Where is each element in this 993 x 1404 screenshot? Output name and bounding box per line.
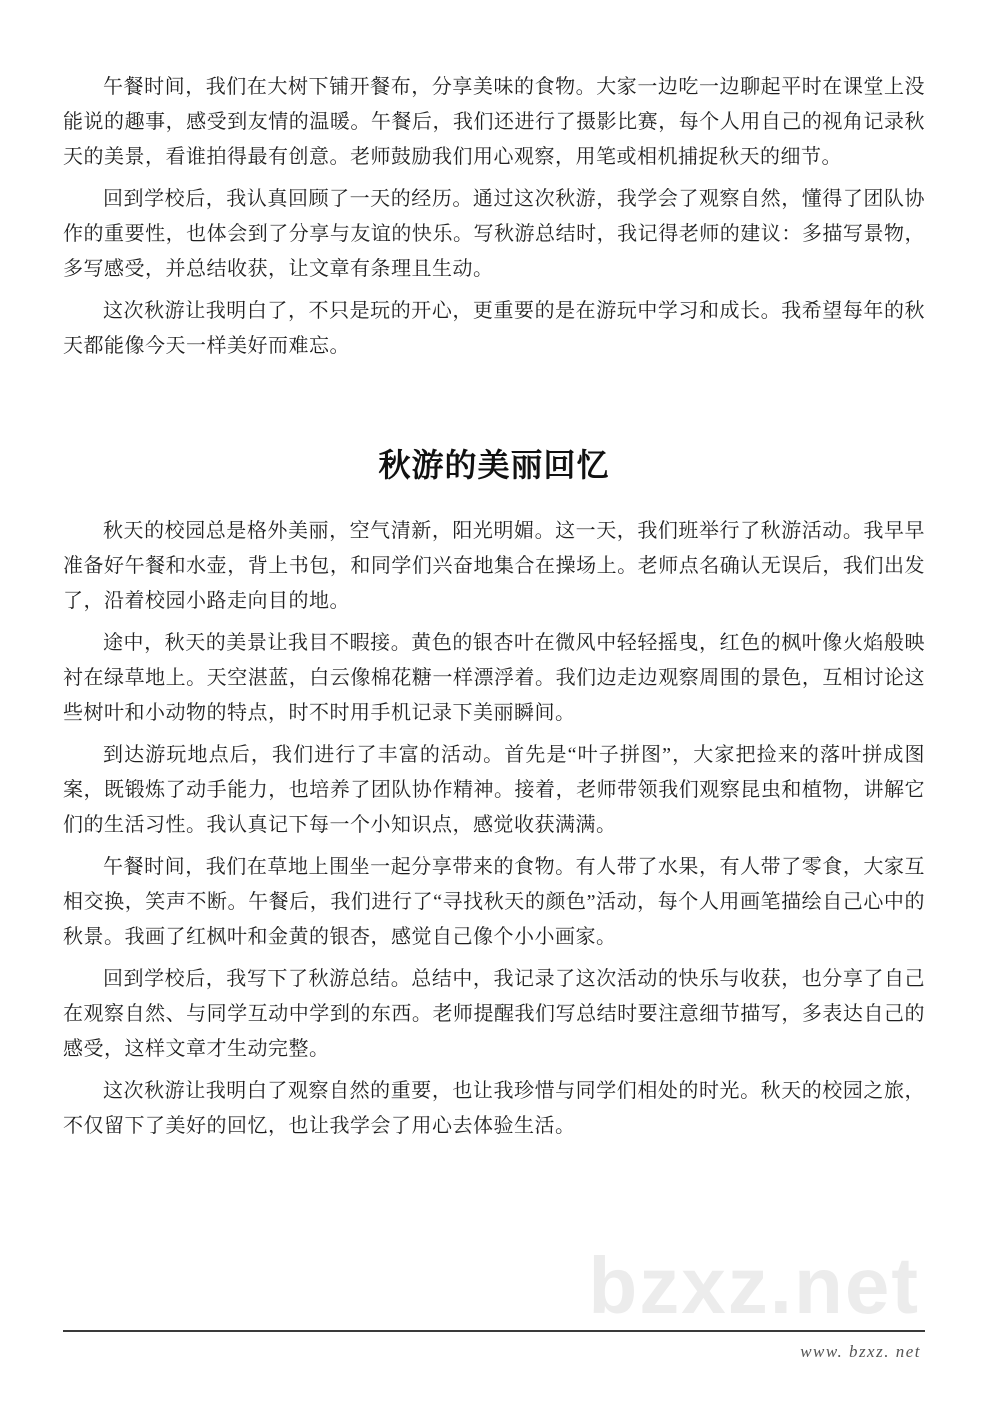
essay-paragraph: 回到学校后，我认真回顾了一天的经历。通过这次秋游，我学会了观察自然，懂得了团队协作的重要性，也体会到了分享与友谊的快乐。写秋游总结时，我记得老师的建议：多描写景物，多写感受，并总结收获，让文章有条理且生动。 (63, 188, 925, 280)
essay-paragraph: 午餐时间，我们在草地上围坐一起分享带来的食物。有人带了水果，有人带了零食，大家互相交换，笑声不断。午餐后，我们进行了“寻找秋天的颜色”活动，每个人用画笔描绘自己心中的秋景。我画了红枫叶和金黄的银杏，感觉自己像个小小画家。 (63, 856, 925, 948)
essay-title: 秋游的美丽回忆 (378, 447, 610, 483)
essay-paragraph: 途中，秋天的美景让我目不暇接。黄色的银杏叶在微风中轻轻摇曳，红色的枫叶像火焰般映衬在绿草地上。天空湛蓝，白云像棉花糖一样漂浮着。我们边走边观察周围的景色，互相讨论这些树叶和小动物的特点，时不时用手机记录下美丽瞬间。 (63, 632, 925, 724)
essay-paragraph: 这次秋游让我明白了观察自然的重要，也让我珍惜与同学们相处的时光。秋天的校园之旅，不仅留下了美好的回忆，也让我学会了用心去体验生活。 (63, 1080, 925, 1137)
essay-paragraph: 午餐时间，我们在大树下铺开餐布，分享美味的食物。大家一边吃一边聊起平时在课堂上没能说的趣事，感受到友情的温暖。午餐后，我们还进行了摄影比赛，每个人用自己的视角记录秋天的美景，看谁拍得最有创意。老师鼓励我们用心观察，用笔或相机捕捉秋天的细节。 (63, 76, 925, 168)
essay-paragraph: 回到学校后，我写下了秋游总结。总结中，我记录了这次活动的快乐与收获，也分享了自己在观察自然、与同学互动中学到的东西。老师提醒我们写总结时要注意细节描写，多表达自己的感受，这样文章才生动完整。 (63, 968, 925, 1060)
essay-paragraph: 这次秋游让我明白了，不只是玩的开心，更重要的是在游玩中学习和成长。我希望每年的秋天都能像今天一样美好而难忘。 (63, 300, 925, 357)
essay-paragraph: 到达游玩地点后，我们进行了丰富的活动。首先是“叶子拼图”，大家把捡来的落叶拼成图案，既锻炼了动手能力，也培养了团队协作精神。接着，老师带领我们观察昆虫和植物，讲解它们的生活习性。我认真记下每一个小知识点，感觉收获满满。 (63, 744, 925, 836)
footer-divider (63, 1330, 925, 1332)
essay-content (63, 0, 925, 1151)
essay-paragraph: 秋天的校园总是格外美丽，空气清新，阳光明媚。这一天，我们班举行了秋游活动。我早早准备好午餐和水壶，背上书包，和同学们兴奋地集合在操场上。老师点名确认无误后，我们出发了，沿着校园小路走向目的地。 (63, 520, 925, 612)
site-watermark: bzxz.net (588, 1241, 920, 1330)
footer-site-url: www. bzxz. net (800, 1342, 921, 1361)
